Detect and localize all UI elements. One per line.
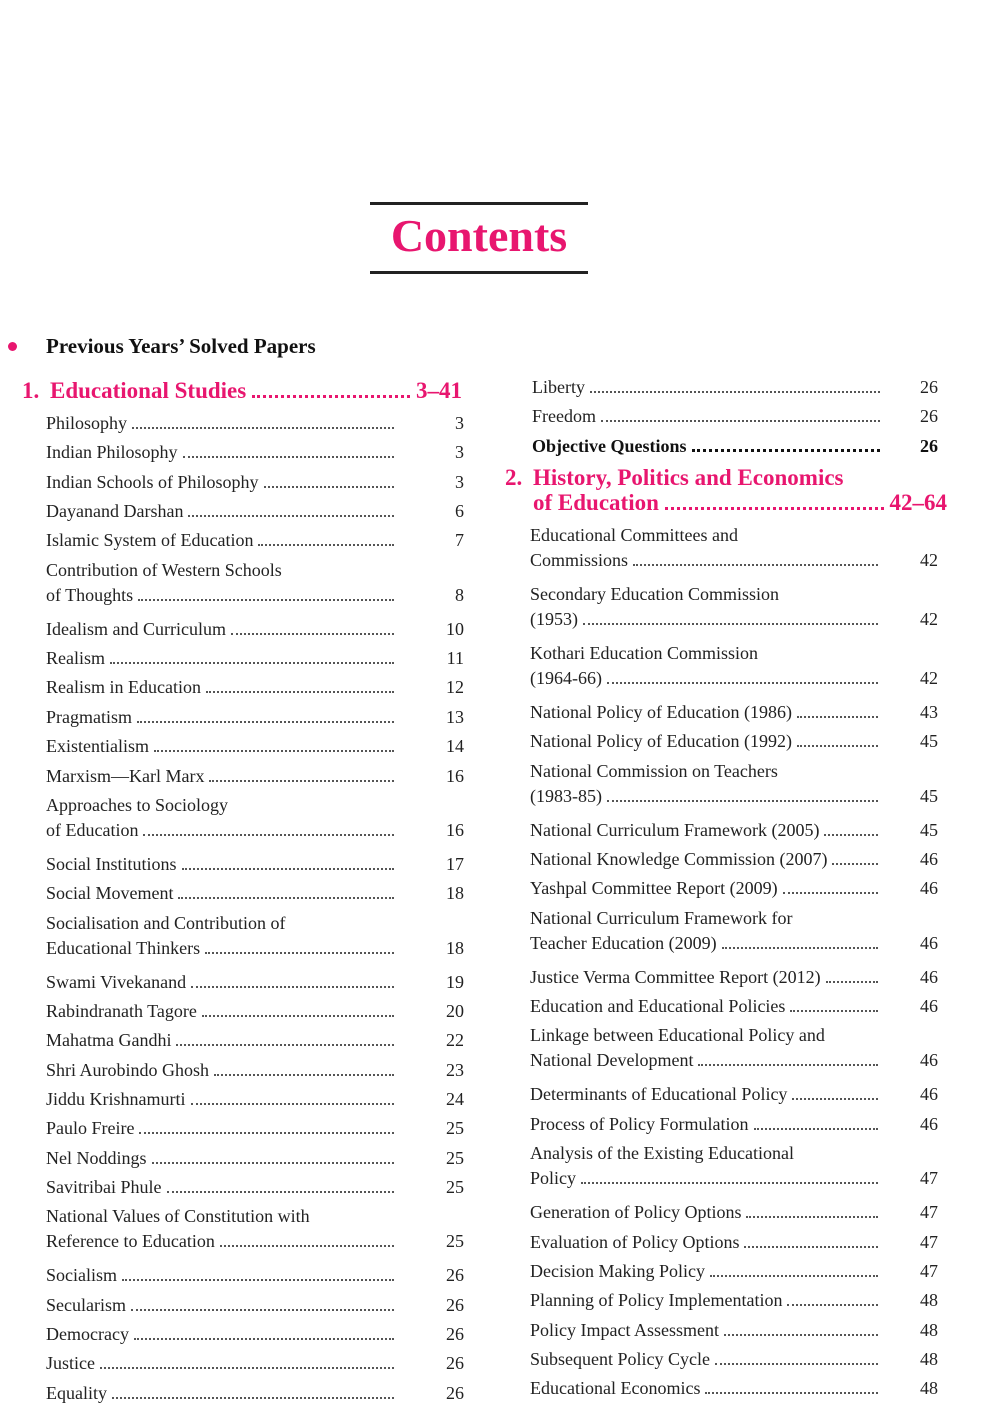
toc-entry[interactable] xyxy=(530,1141,950,1191)
toc-entry[interactable] xyxy=(530,1259,950,1284)
toc-entry[interactable] xyxy=(530,729,950,754)
toc-entry-title: Reference to Education xyxy=(46,1231,215,1252)
leader-dots xyxy=(581,1182,878,1184)
toc-entry-title: Freedom xyxy=(532,406,596,427)
toc-entry[interactable] xyxy=(46,617,466,642)
leader-dots xyxy=(231,633,394,635)
toc-entry-title: Process of Policy Formulation xyxy=(530,1113,749,1134)
leader-dots xyxy=(826,981,878,983)
leader-dots xyxy=(188,515,394,517)
toc-entry-page: 46 xyxy=(920,1084,938,1105)
toc-entry[interactable] xyxy=(46,734,466,759)
toc-entry-page: 45 xyxy=(920,785,938,806)
leader-dots xyxy=(132,427,394,429)
toc-entry-page: 46 xyxy=(920,878,938,899)
leader-dots xyxy=(705,1392,878,1394)
leader-dots xyxy=(607,800,878,802)
toc-entry-title-line1: Secondary Education Commission xyxy=(530,584,779,604)
leader-dots xyxy=(797,745,878,747)
toc-entry[interactable] xyxy=(46,1322,466,1347)
leader-dots xyxy=(724,1334,878,1336)
toc-entry-page: 16 xyxy=(446,765,464,786)
leader-dots xyxy=(152,1162,395,1164)
toc-entry-page: 10 xyxy=(446,618,464,639)
toc-entry-title: Nel Noddings xyxy=(46,1147,147,1168)
toc-entry-page: 46 xyxy=(920,1113,938,1134)
toc-entry-title-line1: Socialisation and Contribution of xyxy=(46,912,286,933)
toc-entry-title: Justice xyxy=(46,1353,95,1374)
toc-entry-title: Jiddu Krishnamurti xyxy=(46,1088,186,1109)
toc-entry[interactable] xyxy=(46,1146,466,1171)
toc-entry-title: Evaluation of Policy Options xyxy=(530,1231,740,1252)
toc-entry[interactable] xyxy=(530,1112,950,1137)
toc-entry[interactable] xyxy=(46,881,466,906)
toc-entry-page: 26 xyxy=(920,377,938,397)
toc-entry-page: 46 xyxy=(920,849,938,870)
leader-dots xyxy=(744,1246,878,1248)
toc-entry-title: Objective Questions xyxy=(532,435,687,456)
leader-dots xyxy=(178,897,394,899)
toc-entry-title: Paulo Freire xyxy=(46,1118,135,1139)
toc-entry-title: (1983-85) xyxy=(530,785,602,806)
toc-entry[interactable] xyxy=(46,1204,466,1254)
leader-dots xyxy=(220,1245,394,1247)
leader-dots xyxy=(710,1275,878,1277)
leader-dots xyxy=(783,892,878,894)
toc-entry-title: National Curriculum Framework (2005) xyxy=(530,819,820,840)
toc-entry[interactable] xyxy=(46,1381,466,1406)
toc-entry-page: 48 xyxy=(920,1290,938,1311)
toc-entry-page: 25 xyxy=(446,1118,464,1139)
toc-entry[interactable] xyxy=(46,440,466,465)
leader-dots xyxy=(112,1397,394,1399)
toc-entry-title-line1: Approaches to Sociology xyxy=(46,794,228,815)
toc-entry-title-line1: Contribution of Western Schools xyxy=(46,559,282,580)
leader-dots xyxy=(698,1064,878,1066)
toc-entry[interactable] xyxy=(530,1200,950,1225)
toc-entry-title: Secularism xyxy=(46,1294,126,1315)
leader-dots xyxy=(139,1132,394,1134)
toc-entry-page: 48 xyxy=(920,1348,938,1369)
leader-dots xyxy=(191,986,394,988)
toc-entry-page: 7 xyxy=(455,530,464,551)
toc-entry-title: Democracy xyxy=(46,1324,129,1345)
leader-dots xyxy=(206,691,394,693)
chapter-2-pages: 42–64 xyxy=(889,490,947,515)
toc-entry-page: 8 xyxy=(455,584,464,605)
toc-entry-page: 46 xyxy=(920,966,938,987)
toc-entry-title: Policy Impact Assessment xyxy=(530,1319,719,1340)
toc-entry[interactable] xyxy=(530,818,950,843)
toc-entry[interactable] xyxy=(46,852,466,877)
toc-entry-page: 12 xyxy=(446,677,464,698)
toc-entry-page: 26 xyxy=(446,1265,464,1286)
leader-dots xyxy=(264,486,394,488)
toc-entry[interactable] xyxy=(46,558,466,608)
toc-entry[interactable] xyxy=(46,764,466,789)
toc-entry-title: Generation of Policy Options xyxy=(530,1202,742,1223)
toc-entry-page: 42 xyxy=(920,609,938,629)
toc-entry-page: 18 xyxy=(446,883,464,904)
toc-entry-page: 14 xyxy=(446,736,464,757)
toc-entry[interactable] xyxy=(46,1116,466,1141)
leader-dots xyxy=(122,1279,394,1281)
bullet-icon xyxy=(8,342,17,351)
leader-dots xyxy=(176,1044,394,1046)
toc-entry-title: Educational Economics xyxy=(530,1378,701,1399)
title-bottom-rule xyxy=(370,271,588,274)
toc-entry-title: Education and Educational Policies xyxy=(530,996,786,1017)
toc-entry-title: National Policy of Education (1992) xyxy=(530,731,792,752)
leader-dots xyxy=(182,868,395,870)
leader-dots xyxy=(183,456,394,458)
toc-entry-page: 26 xyxy=(920,406,938,427)
toc-entry-title: Decision Making Policy xyxy=(530,1260,705,1281)
toc-entry-page: 47 xyxy=(920,1168,938,1189)
toc-entry-page: 17 xyxy=(446,853,464,874)
toc-entry-page: 13 xyxy=(446,706,464,727)
toc-entry[interactable] xyxy=(46,675,466,700)
leader-dots xyxy=(787,1304,878,1306)
leader-dots xyxy=(110,662,394,664)
toc-entry-page: 47 xyxy=(920,1202,938,1223)
toc-entry-page: 48 xyxy=(920,1378,938,1399)
toc-entry-page: 25 xyxy=(446,1147,464,1168)
toc-entry[interactable] xyxy=(532,404,950,429)
toc-entry[interactable] xyxy=(532,434,950,459)
toc-entry[interactable] xyxy=(530,523,950,573)
toc-entry-page: 24 xyxy=(446,1088,464,1109)
toc-entry-page: 46 xyxy=(920,996,938,1017)
leader-dots xyxy=(214,1074,394,1076)
toc-entry[interactable] xyxy=(530,1288,950,1313)
section-heading xyxy=(8,334,316,359)
toc-entry-page: 47 xyxy=(920,1231,938,1252)
toc-entry-title: of Thoughts xyxy=(46,584,134,605)
toc-entry-page: 26 xyxy=(920,435,938,456)
leader-dots xyxy=(665,507,884,510)
leader-dots xyxy=(131,1309,394,1311)
toc-entry-page: 11 xyxy=(446,648,464,669)
toc-entry-title: National Knowledge Commission (2007) xyxy=(530,849,828,870)
toc-entry[interactable] xyxy=(530,641,950,691)
leader-dots xyxy=(167,1191,395,1193)
toc-entry-title: Indian Schools of Philosophy xyxy=(46,471,259,492)
toc-entry[interactable] xyxy=(46,1351,466,1376)
leader-dots xyxy=(692,449,881,452)
leader-dots xyxy=(209,780,394,782)
toc-entry[interactable] xyxy=(46,1028,466,1053)
toc-entry-title: Social Institutions xyxy=(46,853,177,874)
leader-dots xyxy=(258,544,394,546)
toc-entry-page: 42 xyxy=(920,550,938,570)
toc-entry-title: Social Movement xyxy=(46,883,174,904)
toc-entry-title: Realism in Education xyxy=(46,677,201,698)
toc-entry[interactable] xyxy=(530,876,950,901)
toc-entry-page: 16 xyxy=(446,819,464,840)
toc-entry[interactable] xyxy=(530,1230,950,1255)
toc-entry-title: Rabindranath Tagore xyxy=(46,1000,197,1021)
toc-entry-page: 47 xyxy=(920,1260,938,1281)
toc-entry-page: 46 xyxy=(920,932,938,953)
toc-entry-title: Justice Verma Committee Report (2012) xyxy=(530,966,821,987)
toc-entry[interactable] xyxy=(46,411,466,436)
leader-dots xyxy=(154,750,394,752)
toc-entry-title: Commissions xyxy=(530,550,629,570)
toc-entry-page: 25 xyxy=(446,1231,464,1252)
toc-entry[interactable] xyxy=(530,700,950,725)
chapter-1-title: Educational Studies xyxy=(50,378,247,403)
toc-entry-page: 45 xyxy=(920,731,938,752)
toc-entry-title: Islamic System of Education xyxy=(46,530,254,551)
toc-entry-page: 3 xyxy=(455,442,464,463)
toc-entry-title: Equality xyxy=(46,1382,107,1403)
toc-entry-title: National Development xyxy=(530,1050,694,1071)
contents-header xyxy=(370,202,588,274)
leader-dots xyxy=(722,947,878,949)
chapter-1-number: 1. xyxy=(22,378,40,403)
toc-entry-title: Teacher Education (2009) xyxy=(530,932,717,953)
toc-entry-page: 3 xyxy=(455,471,464,492)
toc-entry[interactable] xyxy=(46,999,466,1024)
toc-entry-title: Marxism—Karl Marx xyxy=(46,765,205,786)
toc-entry-title: Subsequent Policy Cycle xyxy=(530,1348,710,1369)
chapter-2-title-line2: of Education xyxy=(533,490,659,515)
toc-entry-title: Yashpal Committee Report (2009) xyxy=(530,878,778,899)
toc-entry-page: 18 xyxy=(446,937,464,958)
leader-dots xyxy=(205,952,394,954)
leader-dots xyxy=(252,395,410,398)
section-label: Previous Years’ Solved Papers xyxy=(46,334,316,358)
chapter-2-number: 2. xyxy=(505,465,523,490)
leader-dots xyxy=(583,623,878,625)
leader-dots xyxy=(607,682,878,684)
toc-entry[interactable] xyxy=(530,1376,950,1401)
leader-dots xyxy=(590,391,880,393)
leader-dots xyxy=(137,721,394,723)
toc-entry[interactable] xyxy=(46,705,466,730)
leader-dots xyxy=(191,1103,395,1105)
toc-entry-page: 22 xyxy=(446,1030,464,1051)
toc-entry[interactable] xyxy=(46,1263,466,1288)
toc-entry-title-line1: National Values of Constitution with xyxy=(46,1206,310,1227)
toc-entry-title-line1: Kothari Education Commission xyxy=(530,643,758,663)
toc-entry[interactable] xyxy=(530,965,950,990)
title-top-rule xyxy=(370,202,588,205)
toc-entry-page: 48 xyxy=(920,1319,938,1340)
toc-entry[interactable] xyxy=(530,1318,950,1343)
toc-entry-title: Indian Philosophy xyxy=(46,442,178,463)
toc-entry[interactable] xyxy=(530,1082,950,1107)
toc-entry[interactable] xyxy=(530,847,950,872)
toc-entry-title-line1: Linkage between Educational Policy and xyxy=(530,1025,825,1046)
toc-entry[interactable] xyxy=(46,499,466,524)
toc-entry-title: Shri Aurobindo Ghosh xyxy=(46,1059,210,1080)
toc-entry-title: Philosophy xyxy=(46,413,128,433)
toc-entry[interactable] xyxy=(532,375,950,400)
leader-dots xyxy=(797,716,878,718)
toc-entry[interactable] xyxy=(46,911,466,961)
toc-entry-title-line1: National Curriculum Framework for xyxy=(530,907,793,928)
leader-dots xyxy=(792,1098,878,1100)
toc-entry-title: Educational Thinkers xyxy=(46,937,201,958)
toc-entry-title: Liberty xyxy=(532,377,585,397)
chapter-1-heading[interactable] xyxy=(22,378,462,406)
leader-dots xyxy=(633,564,878,566)
toc-entry-page: 26 xyxy=(446,1294,464,1315)
toc-entry-page: 45 xyxy=(920,819,938,840)
leader-dots xyxy=(138,599,394,601)
toc-entry-page: 26 xyxy=(446,1353,464,1374)
toc-entry-title: Socialism xyxy=(46,1265,117,1286)
toc-entry-title-line1: National Commission on Teachers xyxy=(530,760,778,781)
leader-dots xyxy=(134,1338,394,1340)
toc-entry-page: 3 xyxy=(455,413,464,433)
toc-entry[interactable] xyxy=(46,1087,466,1112)
leader-dots xyxy=(824,834,878,836)
toc-entry-title: Dayanand Darshan xyxy=(46,501,184,522)
toc-entry[interactable] xyxy=(46,646,466,671)
chapter-2-title-line1: History, Politics and Economics xyxy=(533,465,844,490)
toc-entry[interactable] xyxy=(46,528,466,553)
toc-entry-page: 42 xyxy=(920,668,938,688)
leader-dots xyxy=(601,420,880,422)
toc-entry[interactable] xyxy=(46,970,466,995)
toc-entry-page: 26 xyxy=(446,1324,464,1345)
toc-entry-page: 26 xyxy=(446,1382,464,1403)
toc-entry[interactable] xyxy=(46,470,466,495)
toc-entry-page: 20 xyxy=(446,1000,464,1021)
toc-entry-page: 6 xyxy=(455,501,464,522)
leader-dots xyxy=(832,863,878,865)
toc-entry-title: Policy xyxy=(530,1168,577,1189)
leader-dots xyxy=(790,1010,878,1012)
toc-entry[interactable] xyxy=(530,994,950,1019)
leader-dots xyxy=(202,1015,394,1017)
toc-entry-title: Realism xyxy=(46,648,105,669)
toc-entry[interactable] xyxy=(530,1347,950,1372)
toc-entry[interactable] xyxy=(46,1175,466,1200)
toc-entry-title: Existentialism xyxy=(46,736,149,757)
toc-entry-title-line1: Analysis of the Existing Educational xyxy=(530,1143,794,1164)
toc-entry-title: Determinants of Educational Policy xyxy=(530,1084,788,1105)
toc-entry-title: Mahatma Gandhi xyxy=(46,1030,172,1051)
toc-entry[interactable] xyxy=(530,582,950,632)
toc-entry-page: 23 xyxy=(446,1059,464,1080)
toc-entry-title: Idealism and Curriculum xyxy=(46,618,226,639)
toc-entry-title: (1964-66) xyxy=(530,668,602,688)
toc-entry[interactable] xyxy=(530,1023,950,1073)
toc-entry[interactable] xyxy=(46,1058,466,1083)
toc-entry-page: 19 xyxy=(446,971,464,992)
toc-entry-page: 25 xyxy=(446,1177,464,1197)
chapter-1-pages: 3–41 xyxy=(416,378,462,403)
toc-entry-title-line1: Educational Committees and xyxy=(530,525,738,545)
leader-dots xyxy=(715,1363,878,1365)
leader-dots xyxy=(143,834,394,836)
toc-entry-title: National Policy of Education (1986) xyxy=(530,702,792,722)
toc-entry-page: 43 xyxy=(920,702,938,722)
toc-entry[interactable] xyxy=(530,759,950,809)
toc-entry-title: (1953) xyxy=(530,609,578,629)
toc-entry[interactable] xyxy=(46,793,466,843)
leader-dots xyxy=(746,1216,878,1218)
page-title: Contents xyxy=(390,210,568,261)
toc-entry-title: Swami Vivekanand xyxy=(46,971,187,992)
toc-entry[interactable] xyxy=(530,906,950,956)
chapter-2-heading[interactable] xyxy=(505,465,947,517)
toc-entry-title: Savitribai Phule xyxy=(46,1177,162,1197)
leader-dots xyxy=(100,1367,394,1369)
toc-entry-title: Planning of Policy Implementation xyxy=(530,1290,783,1311)
toc-entry[interactable] xyxy=(46,1293,466,1318)
toc-entry-title: of Education xyxy=(46,819,139,840)
leader-dots xyxy=(754,1128,879,1130)
toc-entry-title: Pragmatism xyxy=(46,706,132,727)
toc-entry-page: 46 xyxy=(920,1050,938,1071)
